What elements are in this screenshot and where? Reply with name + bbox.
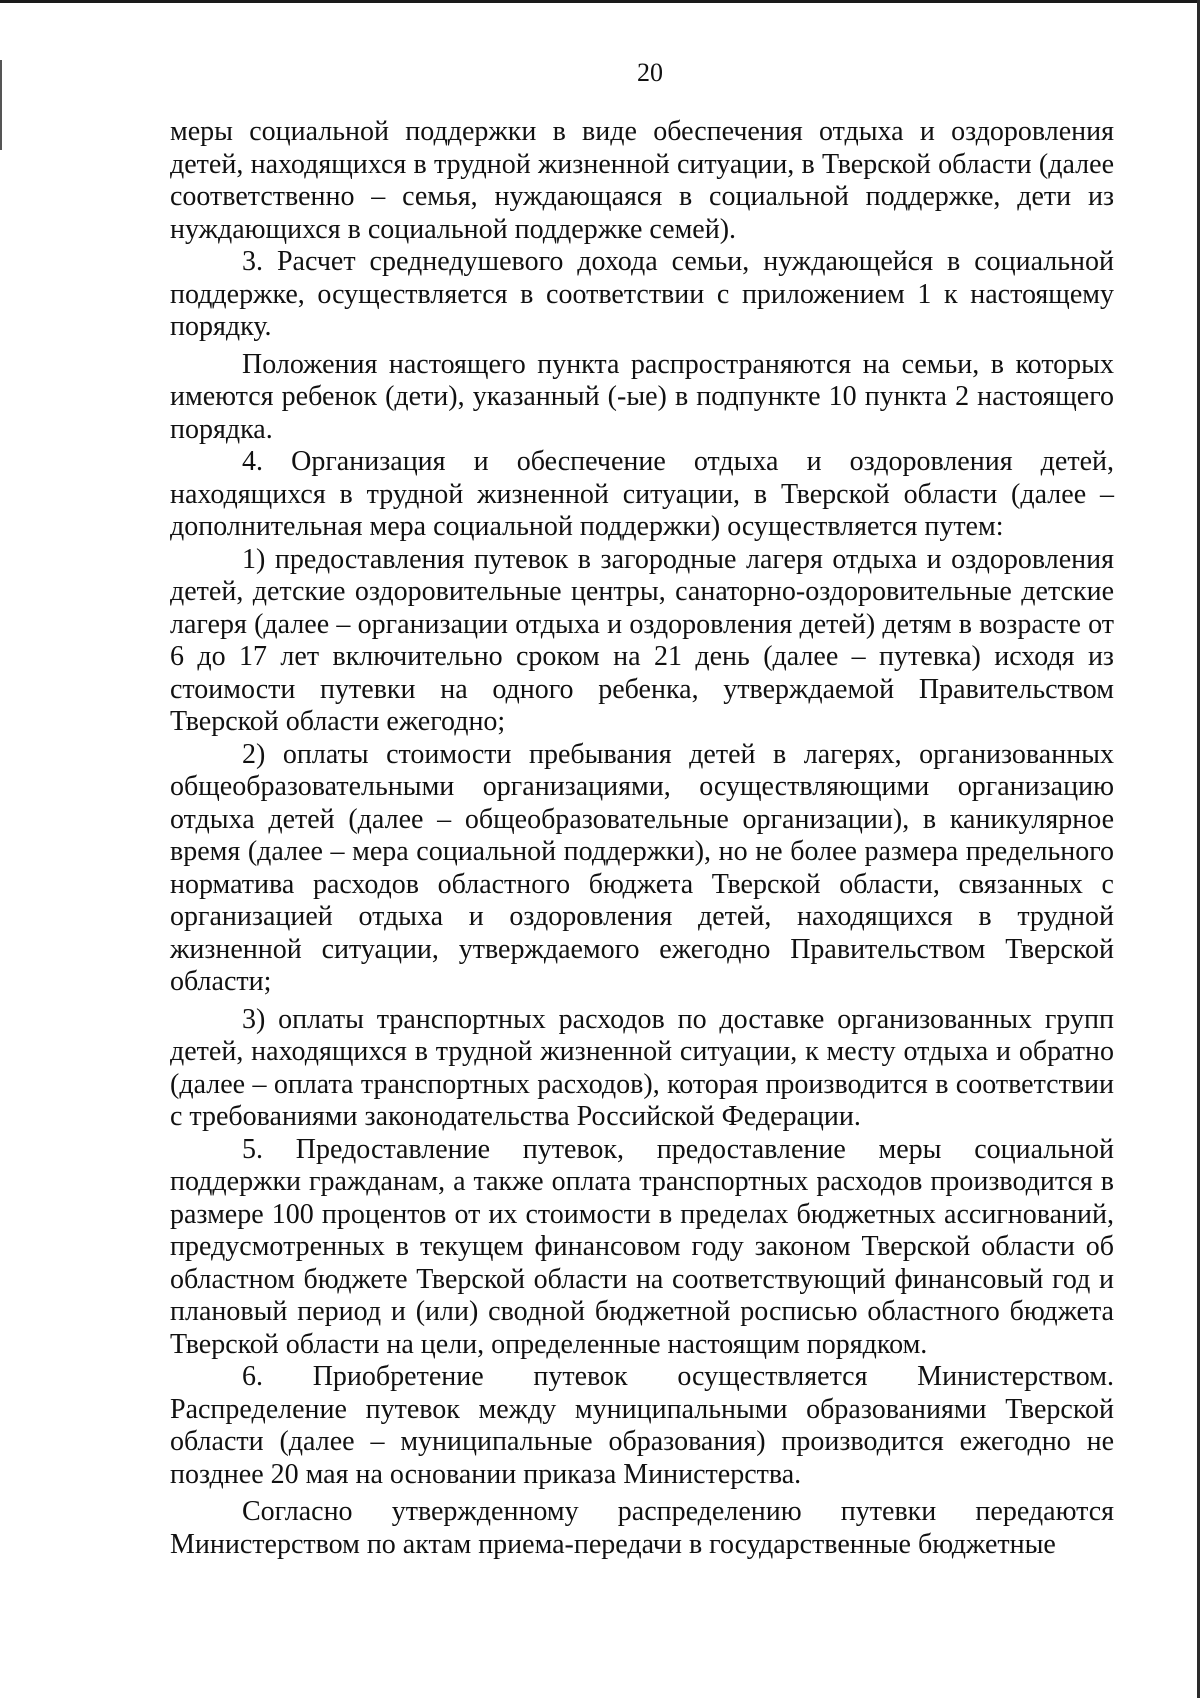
paragraph: 3) оплаты транспортных расходов по доставке организованных групп детей, находящихся в трудной жизненной ситуации, к месту отдыха и обратно (далее – оплата транспортных расходов), которая производится в соответствии с требованиями законодательства Российской Федерации. — [170, 1003, 1114, 1132]
paragraph: 2) оплаты стоимости пребывания детей в лагерях, организованных общеобразовательными организациями, осуществляющими организацию отдыха детей (далее – общеобразовательные организации), в каникулярное время (далее – мера социальной поддержки), но не более размера предельного норматива расходов областного бюджета Тверской области, связанных с организацией отдыха и оздоровления детей, находящихся в трудной жизненной ситуации, утверждаемого ежегодно Правительством Тверской области; — [170, 738, 1114, 997]
paragraph: 1) предоставления путевок в загородные лагеря отдыха и оздоровления детей, детские оздоровительные центры, санаторно-оздоровительные детские лагеря (далее – организации отдыха и оздоровления детей) детям в возрасте от 6 до 17 лет включительно сроком на 21 день (далее – путевка) исходя из стоимости путевки на одного ребенка, утверждаемой Правительством Тверской области ежегодно; — [170, 543, 1114, 737]
scan-edge-top — [0, 0, 1200, 3]
paragraph: 5. Предоставление путевок, предоставление меры социальной поддержки гражданам, а также оплата транспортных расходов производится в размере 100 процентов от их стоимости в пределах бюджетных ассигнований, предусмотренных в текущем финансовом году законом Тверской области об областном бюджете Тверской области на соответствующий финансовый год и плановый период и (или) сводной бюджетной росписью областного бюджета Тверской области на цели, определенные настоящим порядком. — [170, 1133, 1114, 1360]
paragraph: 4. Организация и обеспечение отдыха и оздоровления детей, находящихся в трудной жизненной ситуации, в Тверской области (далее – дополнительная мера социальной поддержки) осуществляется путем: — [170, 446, 1114, 542]
paragraph: Положения настоящего пункта распространяются на семьи, в которых имеются ребенок (дети), указанный (-ые) в подпункте 10 пункта 2 настоящего порядка. — [170, 348, 1114, 445]
paragraph: 3. Расчет среднедушевого дохода семьи, нуждающейся в социальной поддержке, осуществляется в соответствии с приложением 1 к настоящему порядку. — [170, 246, 1114, 342]
paragraph: 6. Приобретение путевок осуществляется Министерством. Распределение путевок между муниципальными образованиями Тверской области (далее – муниципальные образования) производится ежегодно не позднее 20 мая на основании приказа Министерства. — [170, 1361, 1114, 1490]
document-body — [170, 116, 1114, 1561]
paragraph: Согласно утвержденному распределению путевки передаются Министерством по актам приема-передачи в государственные бюджетные — [170, 1496, 1114, 1560]
page-number: 20 — [637, 58, 663, 87]
paragraph: меры социальной поддержки в виде обеспечения отдыха и оздоровления детей, находящихся в трудной жизненной ситуации, в Тверской области (далее соответственно – семья, нуждающаяся в социальной поддержке, дети из нуждающихся в социальной поддержке семей). — [170, 116, 1114, 245]
